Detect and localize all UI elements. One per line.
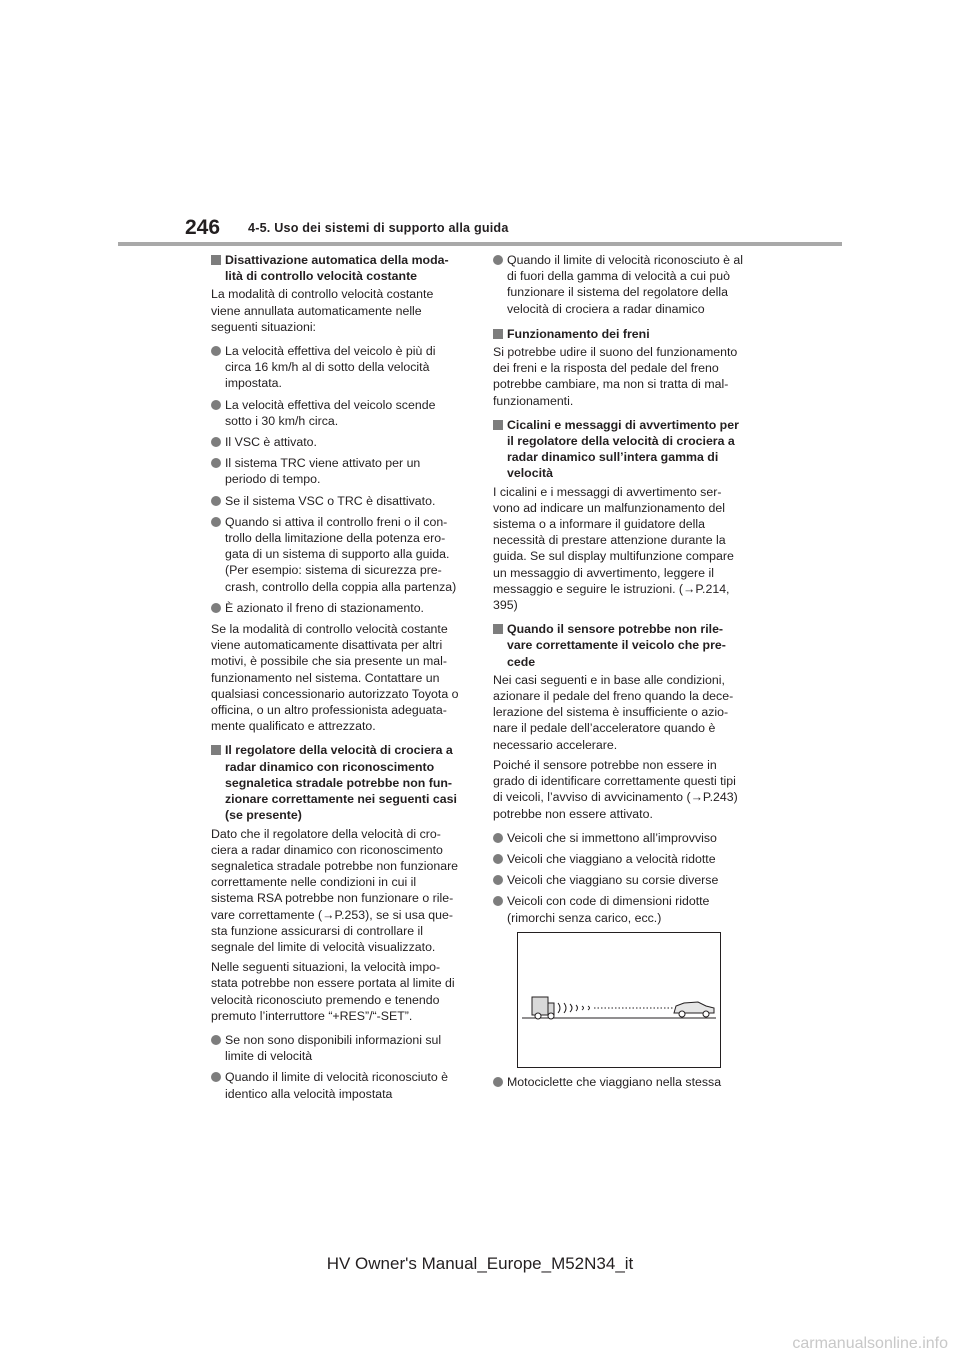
round-bullet-icon	[211, 346, 221, 356]
bullet-item: La velocità effettiva del veicolo scende sotto i 30 km/h circa.	[211, 397, 469, 429]
round-bullet-icon	[493, 1077, 503, 1087]
watermark: carmanualsonline.info	[792, 1335, 948, 1352]
round-bullet-icon	[211, 517, 221, 527]
round-bullet-icon	[211, 400, 221, 410]
footer-manual-name: HV Owner's Manual_Europe_M52N34_it	[326, 1254, 634, 1273]
bullet-item: Veicoli che viaggiano su corsie diverse	[493, 872, 751, 888]
heading-sensor: Quando il sensore potrebbe non rile- vare correttamente il veicolo che pre- cede	[493, 621, 751, 670]
paragraph: Nelle seguenti situazioni, la velocità impo- stata potrebbe non essere portata al limite di velocità riconosciuto premendo e tenendo premuto l’interruttore “+RES”/“-SET”.	[211, 960, 455, 1023]
round-bullet-icon	[493, 854, 503, 864]
page-number: 246	[185, 216, 221, 239]
paragraph: I cicalini e i messaggi di avvertimento ser- vono ad indicare un malfunzionamento del sistema o a informare il guidatore della necessità di prestare attenzione durante la guida. Se sul display multifunzione compare un messaggio di avvertimento, leggere il messaggio e seguire le istruzioni. (→P.214, 395)	[493, 484, 734, 613]
square-bullet-icon	[493, 329, 503, 339]
bullet-item: Quando il limite di velocità riconosciuto è al di fuori della gamma di velocità a cui può funzionare il sistema del regolatore della velocità di crociera a radar dinamico	[493, 252, 751, 317]
paragraph: Si potrebbe udire il suono del funzionamento dei freni e la risposta del pedale del freno potrebbe cambiare, ma non si tratta di mal- funzionamenti.	[493, 345, 738, 408]
square-bullet-icon	[211, 255, 221, 265]
bullet-item: Se non sono disponibili informazioni sul limite di velocità	[211, 1032, 469, 1064]
truck-radar-car-icon	[518, 933, 720, 1067]
bullet-item: Quando si attiva il controllo freni o il con- trollo della limitazione della potenza ero- gata di un sistema di supporto alla guida. (Per esempio: sistema di sicurezza pre- crash, controllo della coppia alla partenza)	[211, 514, 469, 595]
section-title: 4-5. Uso dei sistemi di supporto alla guida	[248, 221, 509, 235]
square-bullet-icon	[211, 745, 221, 755]
round-bullet-icon	[493, 833, 503, 843]
heading-rsa-limitations: Il regolatore della velocità di crociera a radar dinamico con riconoscimento segnaletica stradale potrebbe non fun- zionare correttamente nei seguenti casi (se presente)	[211, 742, 469, 823]
paragraph: Dato che il regolatore della velocità di cro- ciera a radar dinamico con riconoscimento segnaletica stradale potrebbe non funzionare correttamente nelle condizioni in cui il sistema RSA potrebbe non funzionare o rile- vare correttamente (→P.253), se si usa que- sta funzione assicurarsi di controllare il segnale del limite di velocità visualizzato.	[211, 826, 459, 954]
bullet-item: Il sistema TRC viene attivato per un periodo di tempo.	[211, 455, 469, 487]
bullet-item: Motociclette che viaggiano nella stessa	[493, 1074, 751, 1090]
bullet-item: Il VSC è attivato.	[211, 434, 469, 450]
heading-brakes: Funzionamento dei freni	[493, 326, 751, 342]
round-bullet-icon	[211, 603, 221, 613]
square-bullet-icon	[493, 624, 503, 634]
round-bullet-icon	[211, 1035, 221, 1045]
bullet-item: Quando il limite di velocità riconosciuto è identico alla velocità impostata	[211, 1069, 469, 1101]
left-column	[211, 252, 469, 1107]
round-bullet-icon	[211, 496, 221, 506]
paragraph: La modalità di controllo velocità costante viene annullata automaticamente nelle seguenti situazioni:	[211, 287, 434, 334]
bullet-item: Veicoli che si immettono all’improvviso	[493, 830, 751, 846]
paragraph: Nei casi seguenti e in base alle condizioni, azionare il pedale del freno quando la dece- lerazione del sistema è insufficiente o azio- nare il pedale dell’acceleratore quando è necessario accelerare.	[493, 672, 734, 752]
illustration-truck-radar-car	[517, 932, 721, 1068]
round-bullet-icon	[493, 255, 503, 265]
paragraph: Se la modalità di controllo velocità costante viene automaticamente disattivata per altri motivi, è possibile che sia presente un mal- funzionamento nel sistema. Contattare un qualsiasi concessionario autorizzato Toyota o officina, o un altro professionista adeguata- mente qualificato e attrezzato.	[211, 622, 459, 734]
bullet-item: La velocità effettiva del veicolo è più di circa 16 km/h al di sotto della velocità impostata.	[211, 343, 469, 392]
bullet-item: Veicoli con code di dimensioni ridotte (rimorchi senza carico, ecc.)	[493, 893, 751, 925]
round-bullet-icon	[211, 437, 221, 447]
heading-auto-cancel: Disattivazione automatica della moda- lità di controllo velocità costante	[211, 252, 469, 284]
round-bullet-icon	[211, 458, 221, 468]
bullet-item: Veicoli che viaggiano a velocità ridotte	[493, 851, 751, 867]
square-bullet-icon	[493, 420, 503, 430]
paragraph: Poiché il sensore potrebbe non essere in grado di identificare correttamente questi tipi di veicoli, l’avviso di avvicinamento (→P.243) potrebbe non essere attivato.	[493, 757, 738, 821]
round-bullet-icon	[493, 896, 503, 906]
round-bullet-icon	[211, 1072, 221, 1082]
header-divider	[118, 242, 842, 246]
bullet-item: Se il sistema VSC o TRC è disattivato.	[211, 493, 469, 509]
bullet-item: È azionato il freno di stazionamento.	[211, 600, 469, 616]
heading-warnings: Cicalini e messaggi di avvertimento per il regolatore della velocità di crociera a radar dinamico sull’intera gamma di velocità	[493, 417, 751, 482]
right-column	[493, 252, 751, 1095]
round-bullet-icon	[493, 875, 503, 885]
